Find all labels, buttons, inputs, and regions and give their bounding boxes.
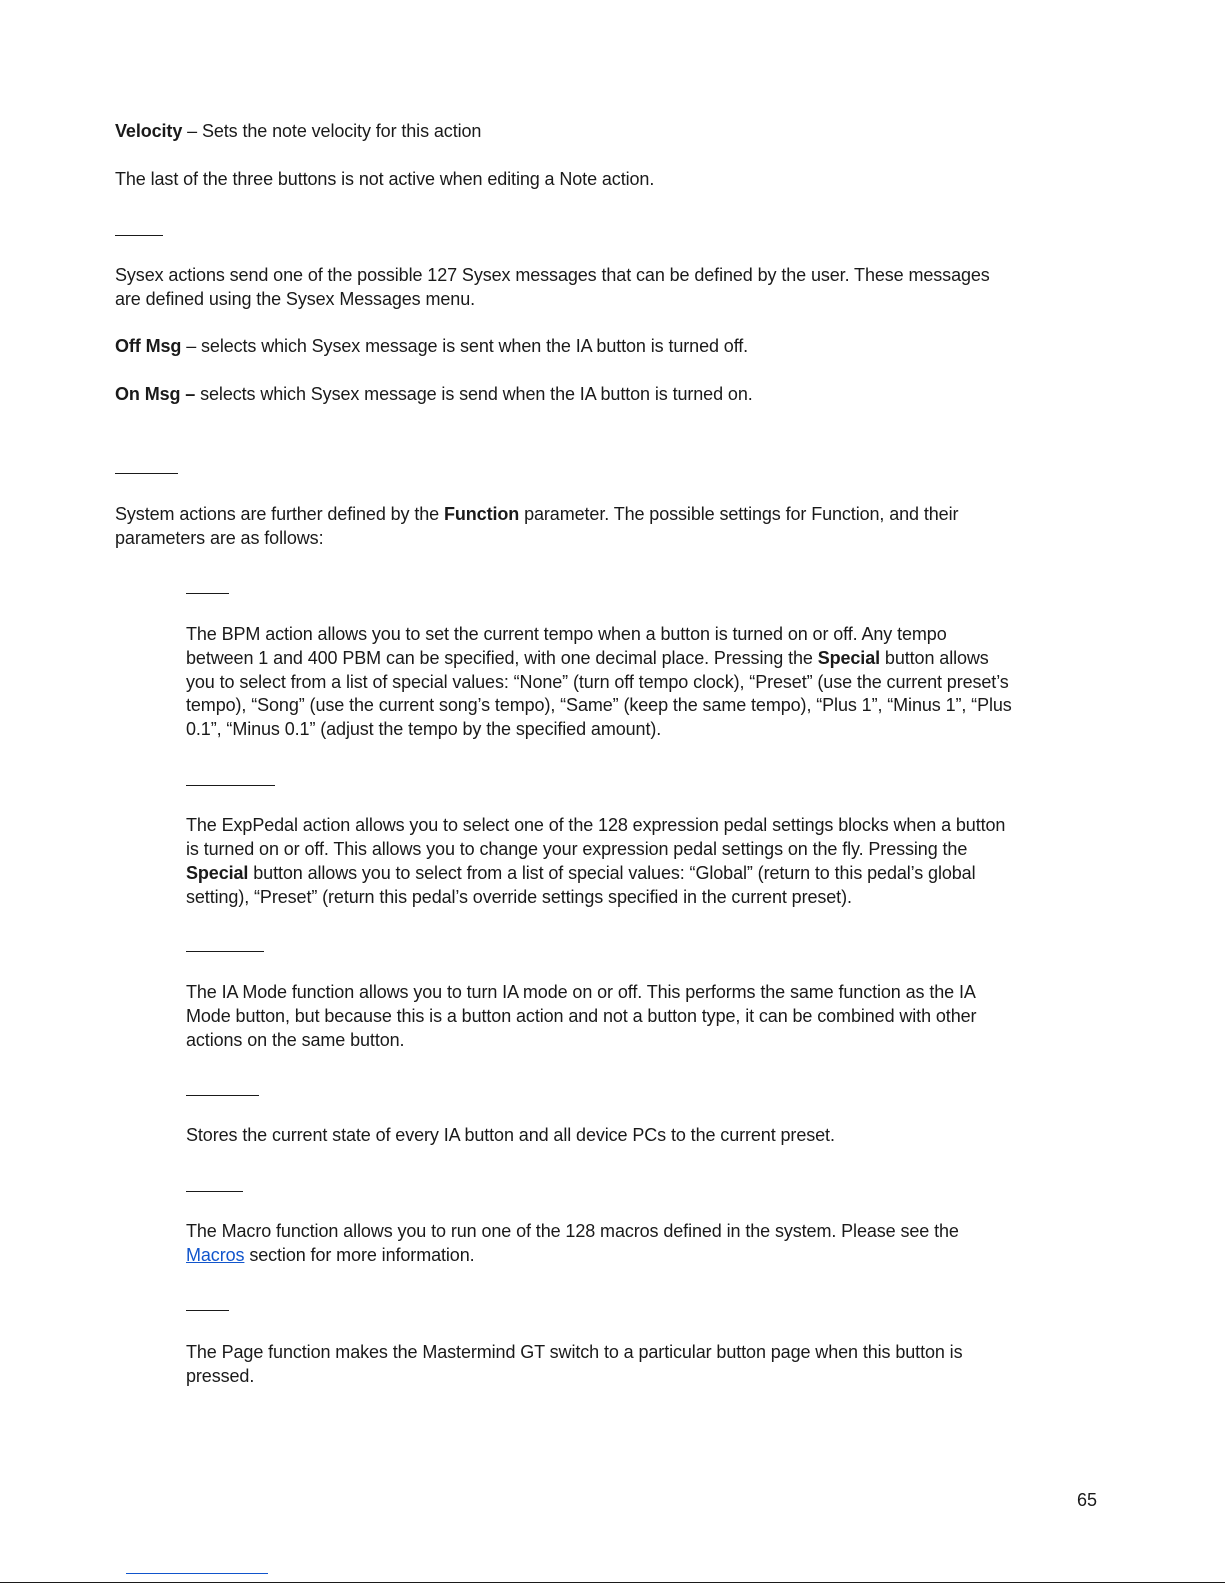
system-heading-rule bbox=[115, 473, 178, 474]
ia-mode-line-3: actions on the same button. bbox=[186, 1030, 405, 1050]
page-fn-line-2: pressed. bbox=[186, 1366, 255, 1386]
sysex-intro-line-1: Sysex actions send one of the possible 127 Sysex messages that can be defined by the user. These messages bbox=[115, 265, 990, 285]
bpm-line-2 bbox=[186, 646, 1106, 670]
velocity-paragraph bbox=[115, 119, 1105, 143]
bpm-special-term: Special bbox=[817, 648, 881, 668]
system-intro-pre: System actions are further defined by the bbox=[115, 504, 444, 524]
bpm-line-2-pre: between 1 and 400 PBM can be specified, with one decimal place. Pressing the bbox=[186, 648, 818, 668]
velocity-text: – Sets the note velocity for this action bbox=[182, 121, 482, 141]
footer-link-underline bbox=[126, 1573, 268, 1574]
bpm-line-2-post: button allows bbox=[880, 648, 989, 668]
sysex-intro-line-2: are defined using the Sysex Messages menu. bbox=[115, 289, 476, 309]
off-msg-term: Off Msg bbox=[115, 336, 182, 356]
ia-mode-line-1: The IA Mode function allows you to turn IA mode on or off. This performs the same function as the IA bbox=[186, 982, 976, 1002]
page-heading-rule bbox=[186, 1310, 229, 1311]
bpm-line-3: you to select from a list of special values: “None” (turn off tempo clock), “Preset” (use the current preset’s bbox=[186, 672, 1009, 692]
on-msg-text: selects which Sysex message is send when the IA button is turned on. bbox=[195, 384, 753, 404]
exppedal-line-2: is turned on or off. This allows you to change your expression pedal settings on the fly. Pressing the bbox=[186, 839, 968, 859]
off-msg-paragraph bbox=[115, 334, 1105, 358]
store-line-1: Stores the current state of every IA button and all device PCs to the current preset. bbox=[186, 1125, 835, 1145]
ia-mode-heading-rule bbox=[186, 951, 264, 952]
function-term: Function bbox=[443, 504, 520, 524]
macro-line-2-post: section for more information. bbox=[244, 1245, 475, 1265]
bpm-heading-rule bbox=[186, 593, 229, 594]
page-number: 65 bbox=[1076, 1490, 1097, 1510]
exppedal-line-1: The ExpPedal action allows you to select one of the 128 expression pedal settings blocks when a button bbox=[186, 815, 1006, 835]
footer-rule bbox=[0, 1582, 1225, 1583]
system-intro-line-1 bbox=[115, 502, 1105, 526]
macro-heading-rule bbox=[186, 1191, 243, 1192]
exppedal-heading-rule bbox=[186, 785, 275, 786]
macro-line-1: The Macro function allows you to run one of the 128 macros defined in the system. Please see the bbox=[186, 1221, 959, 1241]
system-intro-line-2: parameters are as follows: bbox=[115, 528, 324, 548]
on-msg-paragraph bbox=[115, 382, 1105, 406]
exppedal-line-3-post: button allows you to select from a list of special values: “Global” (return to this pedal’s global bbox=[248, 863, 976, 883]
note-last-button-paragraph: The last of the three buttons is not active when editing a Note action. bbox=[115, 169, 655, 189]
ia-mode-line-2: Mode button, but because this is a button action and not a button type, it can be combined with other bbox=[186, 1006, 977, 1026]
page-fn-line-1: The Page function makes the Mastermind GT switch to a particular button page when this button is bbox=[186, 1342, 963, 1362]
sysex-heading-rule bbox=[115, 235, 163, 236]
macros-link[interactable]: Macros bbox=[186, 1245, 245, 1265]
velocity-term: Velocity bbox=[115, 121, 183, 141]
bpm-line-5: 0.1”, “Minus 0.1” (adjust the tempo by the specified amount). bbox=[186, 719, 662, 739]
macro-line-2 bbox=[186, 1243, 1106, 1267]
exppedal-line-4: setting), “Preset” (return this pedal’s override settings specified in the current preset). bbox=[186, 887, 852, 907]
system-intro-post: parameter. The possible settings for Function, and their bbox=[519, 504, 959, 524]
exppedal-special-term: Special bbox=[186, 863, 249, 883]
bpm-line-1: The BPM action allows you to set the current tempo when a button is turned on or off. Any tempo bbox=[186, 624, 947, 644]
off-msg-text: – selects which Sysex message is sent when the IA button is turned off. bbox=[181, 336, 749, 356]
on-msg-term: On Msg – bbox=[115, 384, 196, 404]
store-heading-rule bbox=[186, 1095, 259, 1096]
bpm-line-4: tempo), “Song” (use the current song’s tempo), “Same” (keep the same tempo), “Plus 1”, “Minus 1”, “Plus bbox=[186, 695, 1012, 715]
exppedal-line-3 bbox=[186, 861, 1106, 885]
